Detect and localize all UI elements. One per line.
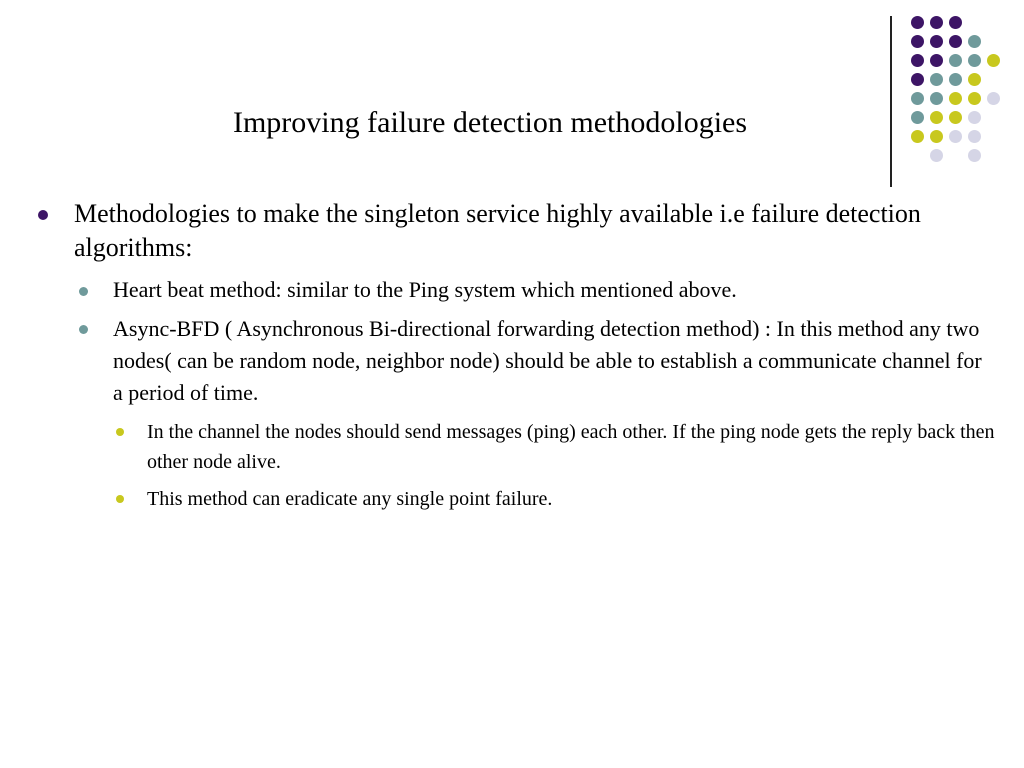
decor-dot [949,111,962,124]
decor-dot [930,149,943,162]
decor-dot [949,130,962,143]
bullet-item-level1: Methodologies to make the singleton service highly available i.e failure detection algorithms: [74,199,921,262]
decor-dot [968,54,981,67]
decorative-dot-grid [911,16,1011,166]
bullet-dot-level2 [79,287,88,296]
decor-dot [968,111,981,124]
decor-dot [987,54,1000,67]
decor-dot [930,111,943,124]
bullet-dot-level2 [79,325,88,334]
decor-dot [911,130,924,143]
decor-dot [911,92,924,105]
decor-dot [911,111,924,124]
decor-dot [968,130,981,143]
decor-dot [949,35,962,48]
decor-dot [930,73,943,86]
decor-dot [968,35,981,48]
decor-dot [911,73,924,86]
bullet-item-level3: In the channel the nodes should send messages (ping) each other. If the ping node gets the reply back then other node alive. [147,421,995,473]
decor-dot [911,16,924,29]
decor-dot [987,92,1000,105]
divider-line [890,16,892,187]
decor-dot [949,92,962,105]
bullet-dot-level3 [116,495,124,503]
slide-title: Improving failure detection methodologies [232,106,748,139]
bullet-item-level2: Async-BFD ( Asynchronous Bi-directional forwarding detection method) : In this method any two nodes( can be random node, neighbor node) should be able to establish a communicate channel for a period of time. [113,316,982,405]
decor-dot [930,54,943,67]
decor-dot [949,73,962,86]
bullet-item-level2: Heart beat method: similar to the Ping system which mentioned above. [113,277,737,302]
decor-dot [968,149,981,162]
decor-dot [968,92,981,105]
decor-dot [930,92,943,105]
decor-dot [911,35,924,48]
decor-dot [930,35,943,48]
decor-dot [968,73,981,86]
decor-dot [930,16,943,29]
decor-dot [949,16,962,29]
bullet-dot-level3 [116,428,124,436]
decor-dot [949,54,962,67]
bullet-item-level3: This method can eradicate any single point failure. [147,488,553,510]
bullet-dot-level1 [38,210,48,220]
decor-dot [930,130,943,143]
decor-dot [911,54,924,67]
